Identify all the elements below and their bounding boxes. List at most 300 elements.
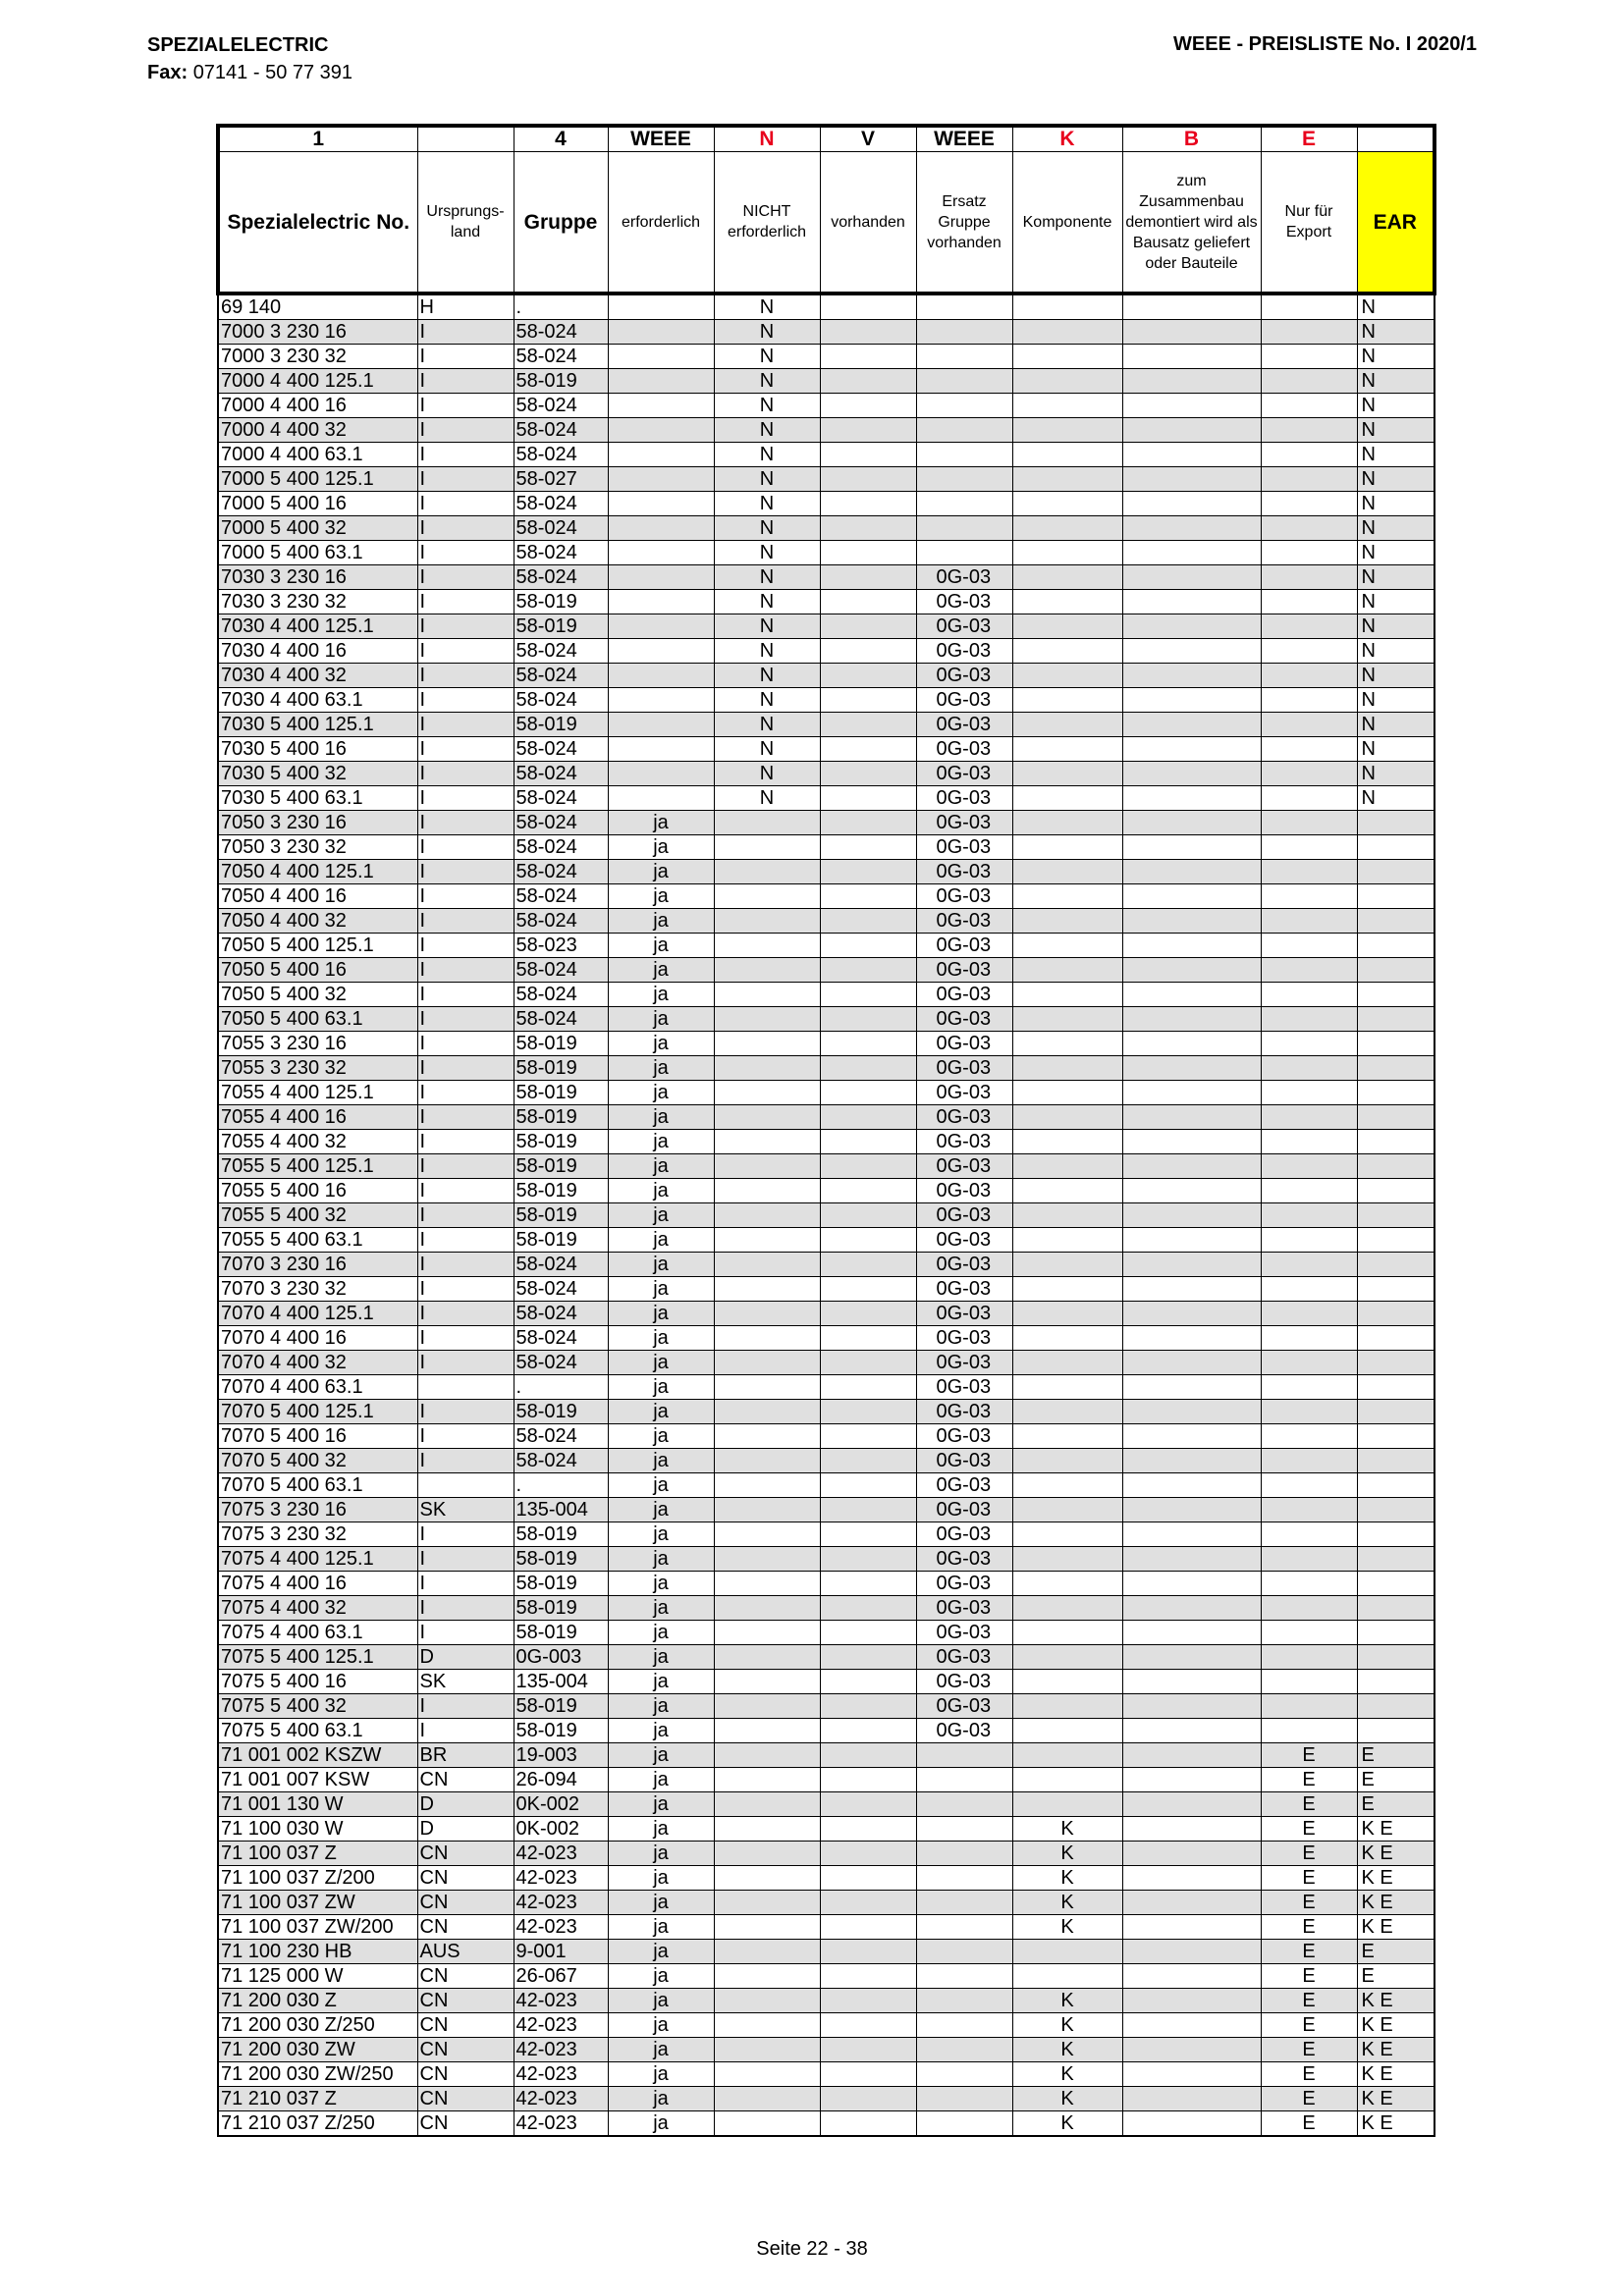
- cell-spezialelectric-no: 71 200 030 Z: [218, 1989, 417, 2013]
- cell-ursprungsland: I: [417, 909, 514, 934]
- cell-bausatz: [1122, 1522, 1261, 1547]
- cell-ersatz-gruppe: 0G-03: [916, 1351, 1012, 1375]
- cell-ear: N: [1357, 369, 1435, 394]
- cell-komponente: [1012, 467, 1122, 492]
- cell-nicht-erforderlich: [714, 1989, 820, 2013]
- cell-ersatz-gruppe: 0G-03: [916, 1081, 1012, 1105]
- cell-spezialelectric-no: 71 210 037 Z: [218, 2087, 417, 2111]
- cell-vorhanden: [820, 1302, 916, 1326]
- table-row: [218, 958, 1435, 983]
- col-code-1: 1: [218, 126, 417, 152]
- cell-ersatz-gruppe: [916, 320, 1012, 345]
- cell-komponente: [1012, 1449, 1122, 1473]
- cell-komponente: [1012, 1154, 1122, 1179]
- cell-weee-erforderlich: ja: [608, 2013, 714, 2038]
- table-row: [218, 639, 1435, 664]
- cell-ursprungsland: I: [417, 737, 514, 762]
- cell-weee-erforderlich: ja: [608, 1891, 714, 1915]
- cell-komponente: [1012, 1056, 1122, 1081]
- cell-spezialelectric-no: 7030 4 400 125.1: [218, 614, 417, 639]
- cell-komponente: [1012, 934, 1122, 958]
- cell-gruppe: 58-024: [514, 811, 608, 835]
- cell-bausatz: [1122, 1154, 1261, 1179]
- cell-ersatz-gruppe: [916, 2038, 1012, 2062]
- cell-bausatz: [1122, 1940, 1261, 1964]
- cell-ursprungsland: I: [417, 664, 514, 688]
- cell-export: [1261, 1375, 1357, 1400]
- cell-ursprungsland: I: [417, 1228, 514, 1253]
- cell-weee-erforderlich: ja: [608, 1915, 714, 1940]
- cell-gruppe: 58-024: [514, 909, 608, 934]
- cell-spezialelectric-no: 7075 3 230 32: [218, 1522, 417, 1547]
- cell-bausatz: [1122, 394, 1261, 418]
- cell-export: E: [1261, 1940, 1357, 1964]
- cell-ursprungsland: I: [417, 786, 514, 811]
- cell-vorhanden: [820, 320, 916, 345]
- cell-bausatz: [1122, 1719, 1261, 1743]
- cell-nicht-erforderlich: [714, 1964, 820, 1989]
- cell-weee-erforderlich: [608, 786, 714, 811]
- cell-vorhanden: [820, 516, 916, 541]
- cell-export: [1261, 958, 1357, 983]
- cell-nicht-erforderlich: [714, 1645, 820, 1670]
- cell-spezialelectric-no: 71 100 037 ZW/200: [218, 1915, 417, 1940]
- cell-gruppe: 58-024: [514, 1424, 608, 1449]
- cell-export: [1261, 1596, 1357, 1621]
- cell-komponente: [1012, 1302, 1122, 1326]
- cell-ersatz-gruppe: 0G-03: [916, 811, 1012, 835]
- cell-ersatz-gruppe: 0G-03: [916, 565, 1012, 590]
- cell-vorhanden: [820, 1400, 916, 1424]
- cell-weee-erforderlich: ja: [608, 1719, 714, 1743]
- cell-nicht-erforderlich: N: [714, 492, 820, 516]
- cell-bausatz: [1122, 541, 1261, 565]
- cell-komponente: K: [1012, 1817, 1122, 1842]
- cell-ersatz-gruppe: 0G-03: [916, 762, 1012, 786]
- cell-bausatz: [1122, 1817, 1261, 1842]
- cell-vorhanden: [820, 467, 916, 492]
- cell-ursprungsland: I: [417, 1179, 514, 1203]
- cell-gruppe: 58-024: [514, 320, 608, 345]
- cell-ersatz-gruppe: 0G-03: [916, 1056, 1012, 1081]
- cell-bausatz: [1122, 2062, 1261, 2087]
- cell-nicht-erforderlich: [714, 1694, 820, 1719]
- price-list-body: [218, 294, 1435, 2136]
- cell-export: [1261, 860, 1357, 884]
- cell-ursprungsland: I: [417, 1694, 514, 1719]
- cell-ursprungsland: I: [417, 1351, 514, 1375]
- cell-bausatz: [1122, 369, 1261, 394]
- cell-gruppe: 58-024: [514, 786, 608, 811]
- cell-ursprungsland: AUS: [417, 1940, 514, 1964]
- cell-komponente: [1012, 443, 1122, 467]
- cell-export: [1261, 369, 1357, 394]
- cell-vorhanden: [820, 2087, 916, 2111]
- cell-gruppe: 58-024: [514, 983, 608, 1007]
- cell-ear: E: [1357, 1792, 1435, 1817]
- cell-nicht-erforderlich: [714, 2111, 820, 2137]
- cell-weee-erforderlich: ja: [608, 1866, 714, 1891]
- cell-vorhanden: [820, 590, 916, 614]
- cell-komponente: [1012, 1964, 1122, 1989]
- table-row: [218, 1817, 1435, 1842]
- cell-komponente: [1012, 590, 1122, 614]
- cell-spezialelectric-no: 7000 5 400 63.1: [218, 541, 417, 565]
- cell-spezialelectric-no: 7030 4 400 16: [218, 639, 417, 664]
- cell-vorhanden: [820, 958, 916, 983]
- cell-bausatz: [1122, 1792, 1261, 1817]
- cell-ursprungsland: D: [417, 1817, 514, 1842]
- cell-vorhanden: [820, 737, 916, 762]
- table-row: [218, 713, 1435, 737]
- cell-weee-erforderlich: [608, 762, 714, 786]
- cell-weee-erforderlich: [608, 418, 714, 443]
- cell-export: [1261, 639, 1357, 664]
- cell-ear: [1357, 1056, 1435, 1081]
- cell-ersatz-gruppe: 0G-03: [916, 1326, 1012, 1351]
- cell-vorhanden: [820, 1719, 916, 1743]
- cell-gruppe: 58-019: [514, 590, 608, 614]
- cell-ersatz-gruppe: 0G-03: [916, 1375, 1012, 1400]
- cell-export: [1261, 614, 1357, 639]
- cell-nicht-erforderlich: [714, 1105, 820, 1130]
- cell-weee-erforderlich: ja: [608, 958, 714, 983]
- cell-weee-erforderlich: ja: [608, 1842, 714, 1866]
- table-row: [218, 1351, 1435, 1375]
- cell-gruppe: 58-019: [514, 1081, 608, 1105]
- cell-ersatz-gruppe: [916, 492, 1012, 516]
- cell-ear: [1357, 1253, 1435, 1277]
- cell-ursprungsland: I: [417, 884, 514, 909]
- price-list-table: [216, 124, 1436, 2137]
- cell-spezialelectric-no: 7075 5 400 125.1: [218, 1645, 417, 1670]
- table-row: [218, 884, 1435, 909]
- cell-komponente: [1012, 1081, 1122, 1105]
- cell-weee-erforderlich: ja: [608, 835, 714, 860]
- cell-weee-erforderlich: [608, 639, 714, 664]
- table-row: [218, 1105, 1435, 1130]
- cell-bausatz: [1122, 1842, 1261, 1866]
- cell-gruppe: 42-023: [514, 2038, 608, 2062]
- cell-nicht-erforderlich: [714, 1032, 820, 1056]
- cell-ersatz-gruppe: 0G-03: [916, 860, 1012, 884]
- cell-weee-erforderlich: ja: [608, 1572, 714, 1596]
- cell-weee-erforderlich: [608, 688, 714, 713]
- cell-komponente: [1012, 958, 1122, 983]
- cell-ersatz-gruppe: 0G-03: [916, 1670, 1012, 1694]
- cell-ear: [1357, 811, 1435, 835]
- cell-nicht-erforderlich: [714, 1940, 820, 1964]
- table-row: [218, 614, 1435, 639]
- cell-ersatz-gruppe: [916, 1891, 1012, 1915]
- cell-gruppe: 58-024: [514, 394, 608, 418]
- cell-weee-erforderlich: [608, 443, 714, 467]
- cell-ear: [1357, 1302, 1435, 1326]
- col-code-weee-ersatz: WEEE: [916, 126, 1012, 152]
- cell-ursprungsland: SK: [417, 1498, 514, 1522]
- cell-export: E: [1261, 1743, 1357, 1768]
- cell-ersatz-gruppe: 0G-03: [916, 1694, 1012, 1719]
- cell-gruppe: .: [514, 294, 608, 320]
- cell-ursprungsland: I: [417, 467, 514, 492]
- cell-bausatz: [1122, 1203, 1261, 1228]
- cell-vorhanden: [820, 1964, 916, 1989]
- cell-weee-erforderlich: ja: [608, 1449, 714, 1473]
- cell-ersatz-gruppe: 0G-03: [916, 1203, 1012, 1228]
- cell-ersatz-gruppe: 0G-03: [916, 1621, 1012, 1645]
- cell-ear: N: [1357, 664, 1435, 688]
- cell-gruppe: 58-019: [514, 1719, 608, 1743]
- header-row-codes: [218, 126, 1435, 152]
- cell-export: [1261, 467, 1357, 492]
- cell-export: [1261, 1719, 1357, 1743]
- cell-ersatz-gruppe: [916, 1768, 1012, 1792]
- cell-gruppe: 58-024: [514, 1007, 608, 1032]
- cell-nicht-erforderlich: N: [714, 541, 820, 565]
- table-row: [218, 2087, 1435, 2111]
- cell-vorhanden: [820, 1179, 916, 1203]
- cell-ersatz-gruppe: 0G-03: [916, 1547, 1012, 1572]
- cell-ursprungsland: I: [417, 320, 514, 345]
- cell-komponente: [1012, 1105, 1122, 1130]
- cell-komponente: [1012, 394, 1122, 418]
- cell-weee-erforderlich: [608, 394, 714, 418]
- cell-ursprungsland: I: [417, 1424, 514, 1449]
- cell-gruppe: 42-023: [514, 1842, 608, 1866]
- cell-spezialelectric-no: 7000 4 400 63.1: [218, 443, 417, 467]
- table-row: [218, 1498, 1435, 1522]
- cell-bausatz: [1122, 1989, 1261, 2013]
- cell-spezialelectric-no: 7055 4 400 16: [218, 1105, 417, 1130]
- cell-ersatz-gruppe: [916, 2062, 1012, 2087]
- cell-gruppe: 58-024: [514, 345, 608, 369]
- cell-vorhanden: [820, 1253, 916, 1277]
- table-row: [218, 1179, 1435, 1203]
- cell-bausatz: [1122, 737, 1261, 762]
- cell-ursprungsland: CN: [417, 1964, 514, 1989]
- cell-gruppe: 58-019: [514, 1694, 608, 1719]
- table-row: [218, 664, 1435, 688]
- cell-spezialelectric-no: 7070 4 400 125.1: [218, 1302, 417, 1326]
- cell-ersatz-gruppe: 0G-03: [916, 1498, 1012, 1522]
- cell-bausatz: [1122, 1621, 1261, 1645]
- cell-export: E: [1261, 1866, 1357, 1891]
- cell-vorhanden: [820, 688, 916, 713]
- cell-export: [1261, 884, 1357, 909]
- cell-export: E: [1261, 1842, 1357, 1866]
- cell-ursprungsland: CN: [417, 1989, 514, 2013]
- cell-ear: N: [1357, 614, 1435, 639]
- cell-export: [1261, 1203, 1357, 1228]
- cell-gruppe: 26-094: [514, 1768, 608, 1792]
- cell-komponente: [1012, 1203, 1122, 1228]
- table-row: [218, 1940, 1435, 1964]
- cell-nicht-erforderlich: [714, 1179, 820, 1203]
- cell-export: [1261, 492, 1357, 516]
- cell-ear: N: [1357, 737, 1435, 762]
- cell-gruppe: 58-024: [514, 1253, 608, 1277]
- cell-bausatz: [1122, 418, 1261, 443]
- cell-export: E: [1261, 1964, 1357, 1989]
- cell-gruppe: 58-019: [514, 1056, 608, 1081]
- cell-komponente: [1012, 835, 1122, 860]
- cell-ear: N: [1357, 590, 1435, 614]
- cell-weee-erforderlich: [608, 541, 714, 565]
- cell-spezialelectric-no: 7070 4 400 32: [218, 1351, 417, 1375]
- table-row: [218, 1572, 1435, 1596]
- cell-weee-erforderlich: [608, 565, 714, 590]
- cell-ursprungsland: CN: [417, 2087, 514, 2111]
- cell-bausatz: [1122, 1743, 1261, 1768]
- cell-ersatz-gruppe: 0G-03: [916, 590, 1012, 614]
- cell-komponente: [1012, 1572, 1122, 1596]
- cell-ear: [1357, 860, 1435, 884]
- cell-weee-erforderlich: ja: [608, 1670, 714, 1694]
- cell-nicht-erforderlich: [714, 1081, 820, 1105]
- cell-komponente: [1012, 1007, 1122, 1032]
- cell-export: E: [1261, 1768, 1357, 1792]
- cell-ear: N: [1357, 762, 1435, 786]
- cell-ursprungsland: I: [417, 811, 514, 835]
- cell-gruppe: 58-024: [514, 958, 608, 983]
- col-code-e: E: [1261, 126, 1357, 152]
- cell-ear: K E: [1357, 1866, 1435, 1891]
- cell-bausatz: [1122, 1964, 1261, 1989]
- cell-nicht-erforderlich: [714, 1400, 820, 1424]
- cell-weee-erforderlich: ja: [608, 1203, 714, 1228]
- cell-ersatz-gruppe: 0G-03: [916, 1522, 1012, 1547]
- cell-nicht-erforderlich: [714, 1130, 820, 1154]
- cell-vorhanden: [820, 860, 916, 884]
- table-row: [218, 1032, 1435, 1056]
- cell-spezialelectric-no: 71 125 000 W: [218, 1964, 417, 1989]
- cell-bausatz: [1122, 1032, 1261, 1056]
- cell-export: [1261, 983, 1357, 1007]
- cell-komponente: [1012, 983, 1122, 1007]
- cell-export: [1261, 1572, 1357, 1596]
- cell-gruppe: 58-019: [514, 614, 608, 639]
- cell-nicht-erforderlich: [714, 1572, 820, 1596]
- cell-ear: K E: [1357, 2087, 1435, 2111]
- cell-ursprungsland: CN: [417, 2062, 514, 2087]
- cell-gruppe: 58-024: [514, 1449, 608, 1473]
- cell-gruppe: 58-024: [514, 443, 608, 467]
- cell-nicht-erforderlich: [714, 1866, 820, 1891]
- cell-ursprungsland: D: [417, 1645, 514, 1670]
- cell-ear: [1357, 1179, 1435, 1203]
- col-code-n: N: [714, 126, 820, 152]
- cell-bausatz: [1122, 2111, 1261, 2137]
- cell-ursprungsland: I: [417, 1130, 514, 1154]
- cell-weee-erforderlich: ja: [608, 860, 714, 884]
- cell-vorhanden: [820, 565, 916, 590]
- cell-weee-erforderlich: ja: [608, 1253, 714, 1277]
- cell-ear: [1357, 1670, 1435, 1694]
- cell-ersatz-gruppe: [916, 1792, 1012, 1817]
- cell-vorhanden: [820, 2062, 916, 2087]
- cell-weee-erforderlich: ja: [608, 1621, 714, 1645]
- cell-nicht-erforderlich: [714, 1449, 820, 1473]
- cell-spezialelectric-no: 7050 3 230 32: [218, 835, 417, 860]
- cell-gruppe: 58-024: [514, 1277, 608, 1302]
- cell-komponente: K: [1012, 1891, 1122, 1915]
- col-gruppe: Gruppe: [514, 152, 608, 294]
- table-row: [218, 1253, 1435, 1277]
- cell-vorhanden: [820, 1768, 916, 1792]
- cell-spezialelectric-no: 7075 5 400 32: [218, 1694, 417, 1719]
- cell-spezialelectric-no: 7070 3 230 16: [218, 1253, 417, 1277]
- cell-gruppe: 135-004: [514, 1670, 608, 1694]
- table-row: [218, 418, 1435, 443]
- cell-nicht-erforderlich: N: [714, 418, 820, 443]
- cell-ursprungsland: I: [417, 443, 514, 467]
- col-code-2: [417, 126, 514, 152]
- cell-nicht-erforderlich: [714, 1915, 820, 1940]
- cell-spezialelectric-no: 7030 3 230 32: [218, 590, 417, 614]
- cell-spezialelectric-no: 7030 5 400 125.1: [218, 713, 417, 737]
- table-row: [218, 835, 1435, 860]
- cell-ear: [1357, 1400, 1435, 1424]
- col-spezialelectric-no: Spezialelectric No.: [218, 152, 417, 294]
- cell-ursprungsland: I: [417, 369, 514, 394]
- table-row: [218, 2013, 1435, 2038]
- cell-vorhanden: [820, 369, 916, 394]
- cell-vorhanden: [820, 934, 916, 958]
- cell-export: [1261, 1130, 1357, 1154]
- cell-ersatz-gruppe: 0G-03: [916, 1449, 1012, 1473]
- cell-nicht-erforderlich: [714, 1277, 820, 1302]
- cell-vorhanden: [820, 1522, 916, 1547]
- cell-gruppe: 0K-002: [514, 1792, 608, 1817]
- cell-spezialelectric-no: 7000 5 400 16: [218, 492, 417, 516]
- cell-komponente: [1012, 614, 1122, 639]
- cell-gruppe: 58-019: [514, 1203, 608, 1228]
- cell-komponente: [1012, 1694, 1122, 1719]
- cell-weee-erforderlich: ja: [608, 1179, 714, 1203]
- cell-bausatz: [1122, 1547, 1261, 1572]
- cell-spezialelectric-no: 7050 5 400 63.1: [218, 1007, 417, 1032]
- cell-vorhanden: [820, 294, 916, 320]
- cell-export: [1261, 786, 1357, 811]
- cell-bausatz: [1122, 713, 1261, 737]
- cell-ursprungsland: CN: [417, 1842, 514, 1866]
- cell-gruppe: 19-003: [514, 1743, 608, 1768]
- cell-vorhanden: [820, 1989, 916, 2013]
- cell-nicht-erforderlich: [714, 1203, 820, 1228]
- cell-gruppe: 58-019: [514, 1522, 608, 1547]
- cell-ursprungsland: I: [417, 345, 514, 369]
- cell-export: E: [1261, 1817, 1357, 1842]
- cell-ear: N: [1357, 345, 1435, 369]
- cell-spezialelectric-no: 7070 3 230 32: [218, 1277, 417, 1302]
- cell-weee-erforderlich: ja: [608, 2062, 714, 2087]
- cell-bausatz: [1122, 983, 1261, 1007]
- cell-nicht-erforderlich: [714, 1154, 820, 1179]
- cell-ersatz-gruppe: [916, 1989, 1012, 2013]
- cell-ursprungsland: I: [417, 1596, 514, 1621]
- cell-weee-erforderlich: ja: [608, 1522, 714, 1547]
- cell-ursprungsland: I: [417, 590, 514, 614]
- cell-ear: [1357, 1694, 1435, 1719]
- cell-spezialelectric-no: 7000 3 230 32: [218, 345, 417, 369]
- cell-spezialelectric-no: 7075 4 400 16: [218, 1572, 417, 1596]
- cell-spezialelectric-no: 7030 4 400 32: [218, 664, 417, 688]
- cell-spezialelectric-no: 7000 4 400 16: [218, 394, 417, 418]
- cell-vorhanden: [820, 1056, 916, 1081]
- cell-vorhanden: [820, 1572, 916, 1596]
- cell-komponente: [1012, 1621, 1122, 1645]
- cell-gruppe: 135-004: [514, 1498, 608, 1522]
